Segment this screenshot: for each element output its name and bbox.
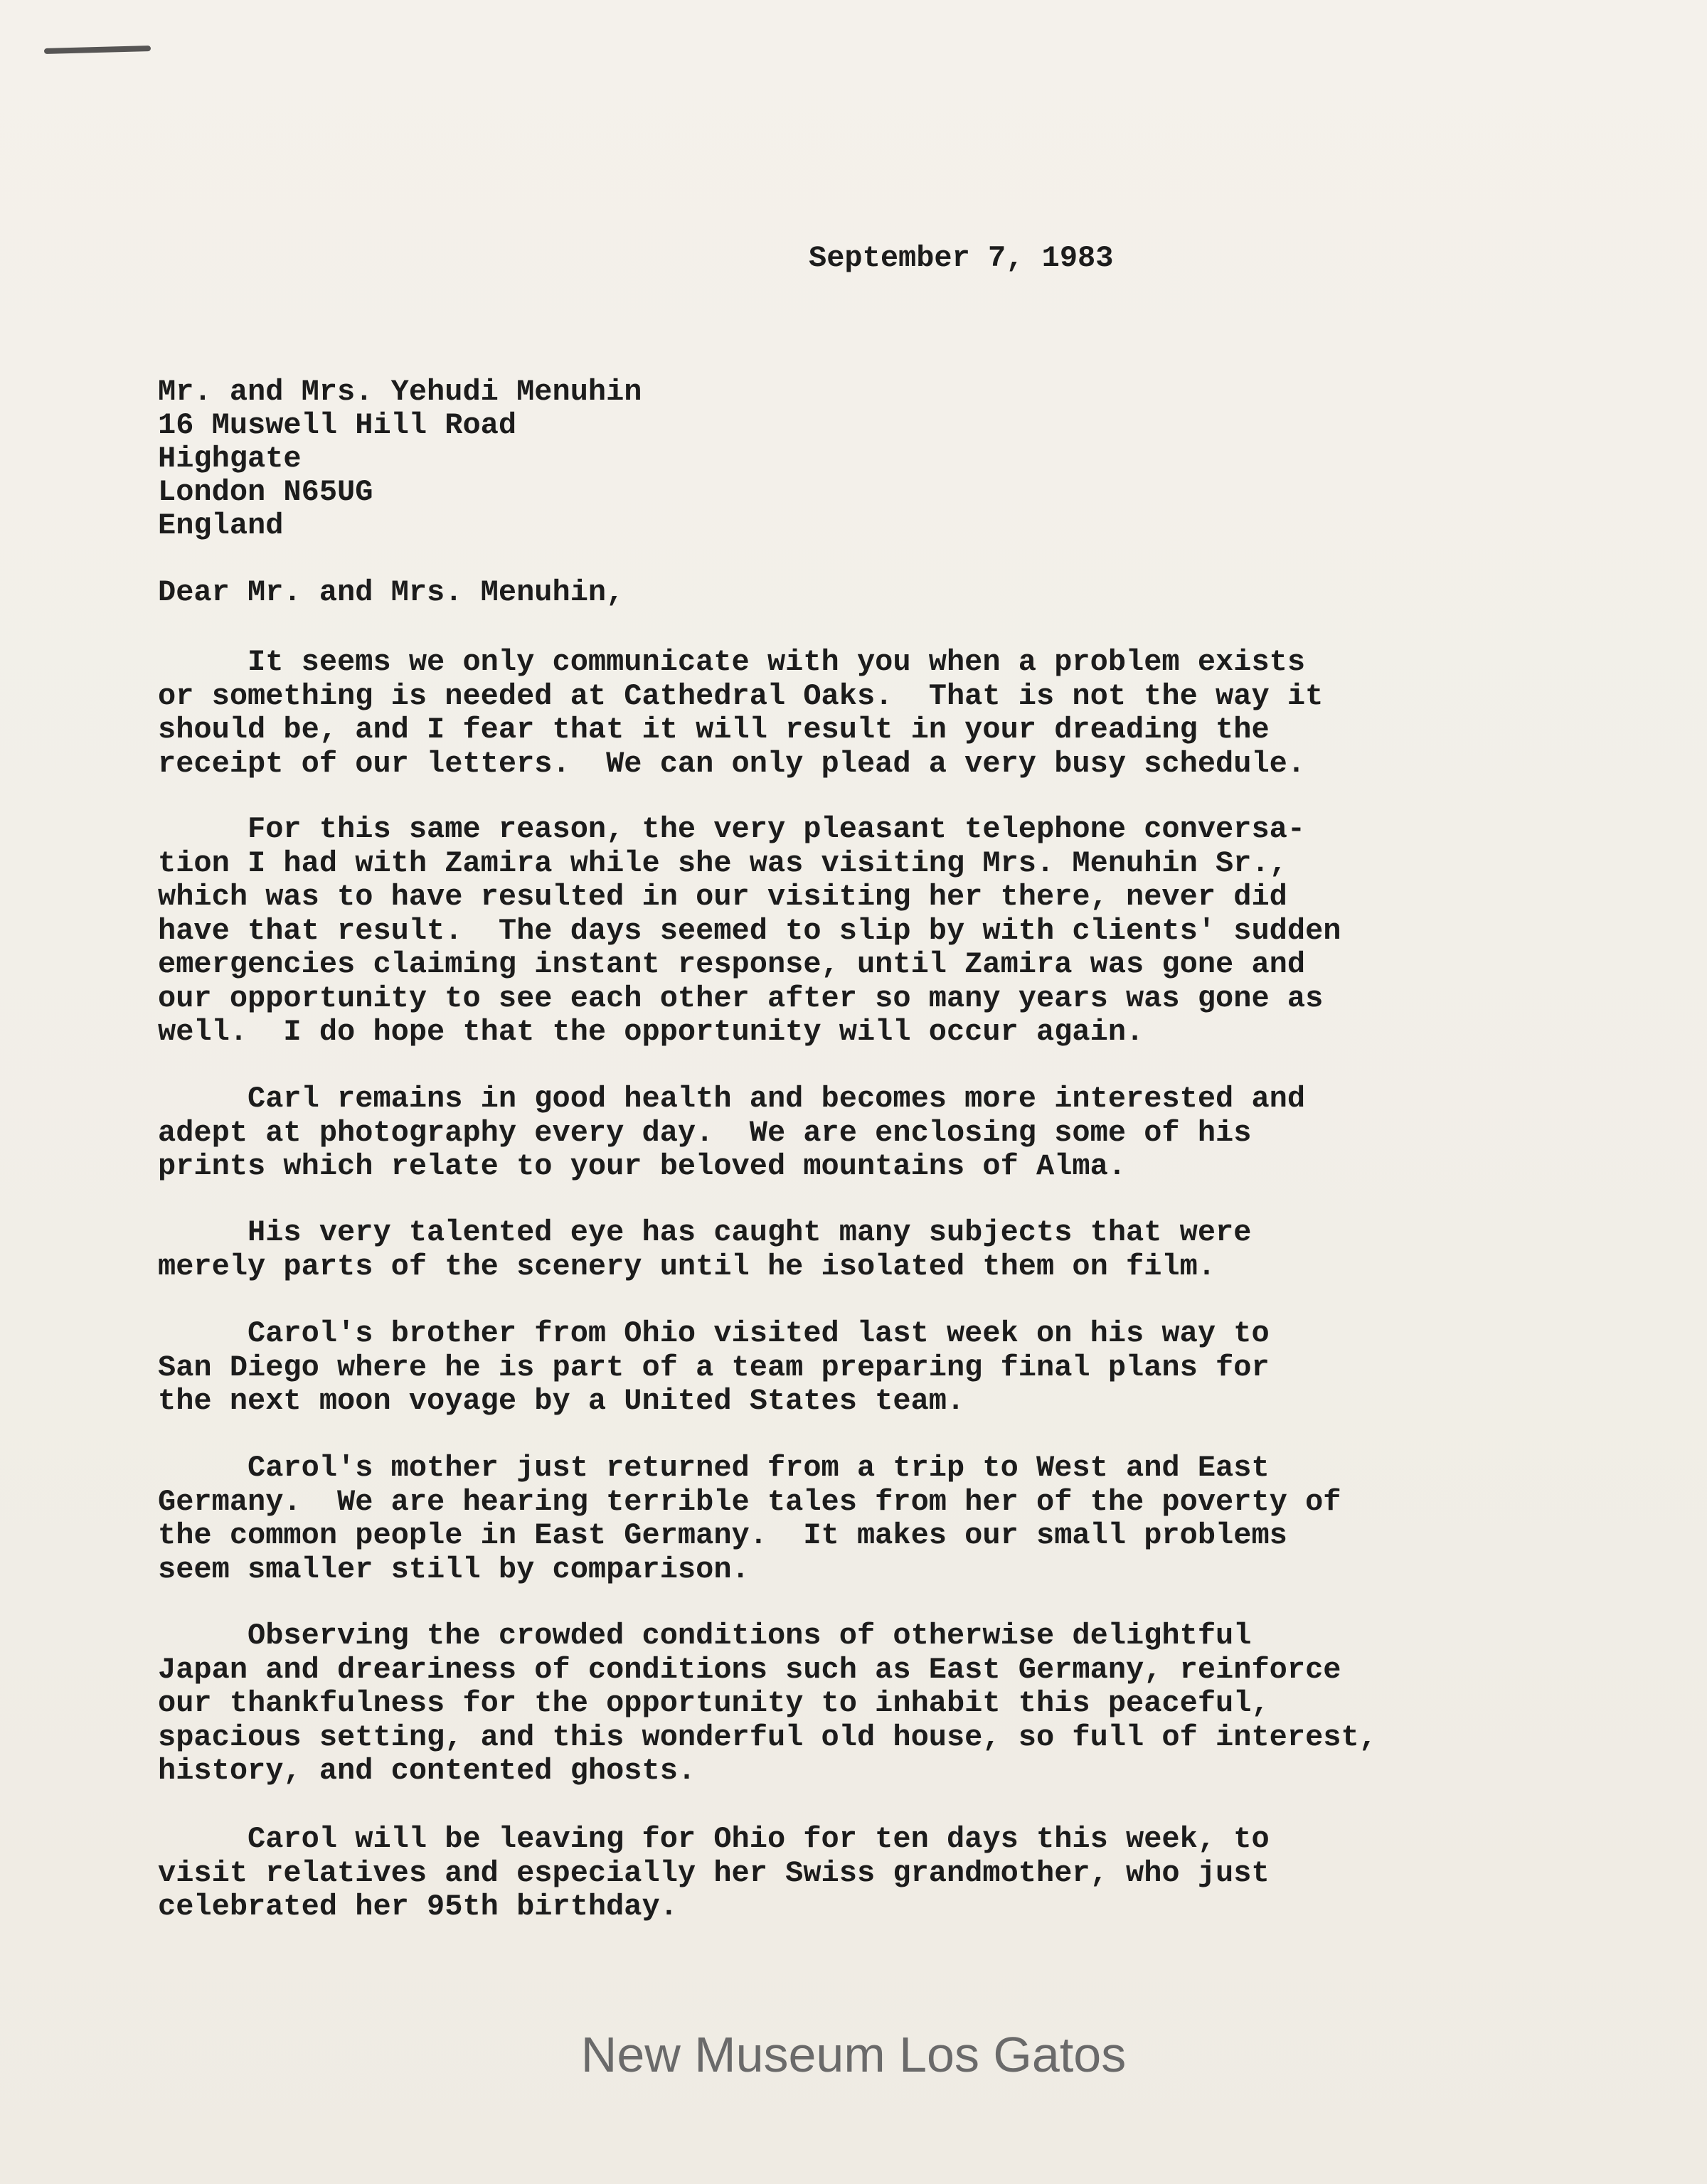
- paragraph-line: Germany. We are hearing terrible tales from her of the poverty of: [158, 1484, 1341, 1519]
- paragraph-line: San Diego where he is part of a team preparing final plans for: [158, 1350, 1270, 1385]
- paragraph-line: Carol's brother from Ohio visited last week on his way to: [158, 1316, 1270, 1351]
- paragraph-line: celebrated her 95th birthday.: [158, 1890, 678, 1924]
- paragraph-line: merely parts of the scenery until he isolated them on film.: [158, 1249, 1216, 1284]
- paragraph-line: have that result. The days seemed to slip by with clients' sudden: [158, 913, 1341, 948]
- paragraph-line: well. I do hope that the opportunity will occur again.: [158, 1015, 1144, 1049]
- salutation: Dear Mr. and Mrs. Menuhin,: [158, 575, 624, 609]
- letter-date: September 7, 1983: [809, 241, 1114, 275]
- paragraph-line: Japan and dreariness of conditions such as East Germany, reinforce: [158, 1652, 1341, 1687]
- paragraph-line: adept at photography every day. We are enclosing some of his: [158, 1115, 1252, 1150]
- address-line: Mr. and Mrs. Yehudi Menuhin: [158, 375, 642, 409]
- paragraph-line: should be, and I fear that it will result in your dreading the: [158, 713, 1270, 747]
- paragraph-line: our thankfulness for the opportunity to inhabit this peaceful,: [158, 1686, 1270, 1720]
- paragraph-line: history, and contented ghosts.: [158, 1754, 696, 1788]
- paragraph-line: which was to have resulted in our visiting her there, never did: [158, 880, 1287, 914]
- museum-credit: New Museum Los Gatos: [580, 2027, 1127, 2082]
- paragraph-line: spacious setting, and this wonderful old house, so full of interest,: [158, 1720, 1377, 1754]
- paragraph-line: Carol will be leaving for Ohio for ten days this week, to: [158, 1822, 1270, 1856]
- paragraph-line: Observing the crowded conditions of otherwise delightful: [158, 1619, 1252, 1653]
- staple-mark: [44, 46, 151, 54]
- paragraph-line: His very talented eye has caught many subjects that were: [158, 1215, 1252, 1250]
- paragraph-line: the next moon voyage by a United States team.: [158, 1384, 965, 1418]
- address-line: Highgate: [158, 442, 302, 476]
- paragraph-line: emergencies claiming instant response, until Zamira was gone and: [158, 947, 1306, 981]
- body-paragraph: [158, 1082, 1305, 1184]
- paragraph-line: It seems we only communicate with you when a problem exists: [158, 645, 1306, 679]
- paragraph-line: receipt of our letters. We can only plead a very busy schedule.: [158, 746, 1306, 781]
- address-line: London N65UG: [158, 475, 373, 509]
- address-line: 16 Muswell Hill Road: [158, 408, 517, 442]
- paragraph-line: seem smaller still by comparison.: [158, 1552, 750, 1587]
- address-line: England: [158, 508, 284, 543]
- paragraph-line: or something is needed at Cathedral Oaks. That is not the way it: [158, 678, 1324, 713]
- body-paragraph: [158, 646, 1323, 781]
- body-paragraph: [158, 1823, 1270, 1924]
- body-paragraph: [158, 813, 1341, 1050]
- paragraph-line: the common people in East Germany. It makes our small problems: [158, 1518, 1287, 1552]
- body-paragraph: [158, 1317, 1270, 1419]
- body-paragraph: [158, 1619, 1377, 1789]
- paragraph-line: prints which relate to your beloved mountains of Alma.: [158, 1149, 1127, 1183]
- body-paragraph: [158, 1216, 1251, 1284]
- paragraph-line: visit relatives and especially her Swiss grandmother, who just: [158, 1855, 1270, 1890]
- body-paragraph: [158, 1451, 1341, 1587]
- paragraph-line: Carl remains in good health and becomes more interested and: [158, 1082, 1306, 1116]
- paragraph-line: Carol's mother just returned from a trip to West and East: [158, 1451, 1270, 1485]
- recipient-address: [158, 375, 642, 543]
- paragraph-line: our opportunity to see each other after so many years was gone as: [158, 981, 1324, 1016]
- paragraph-line: tion I had with Zamira while she was visiting Mrs. Menuhin Sr.,: [158, 846, 1287, 880]
- paragraph-line: For this same reason, the very pleasant telephone conversa-: [158, 812, 1306, 846]
